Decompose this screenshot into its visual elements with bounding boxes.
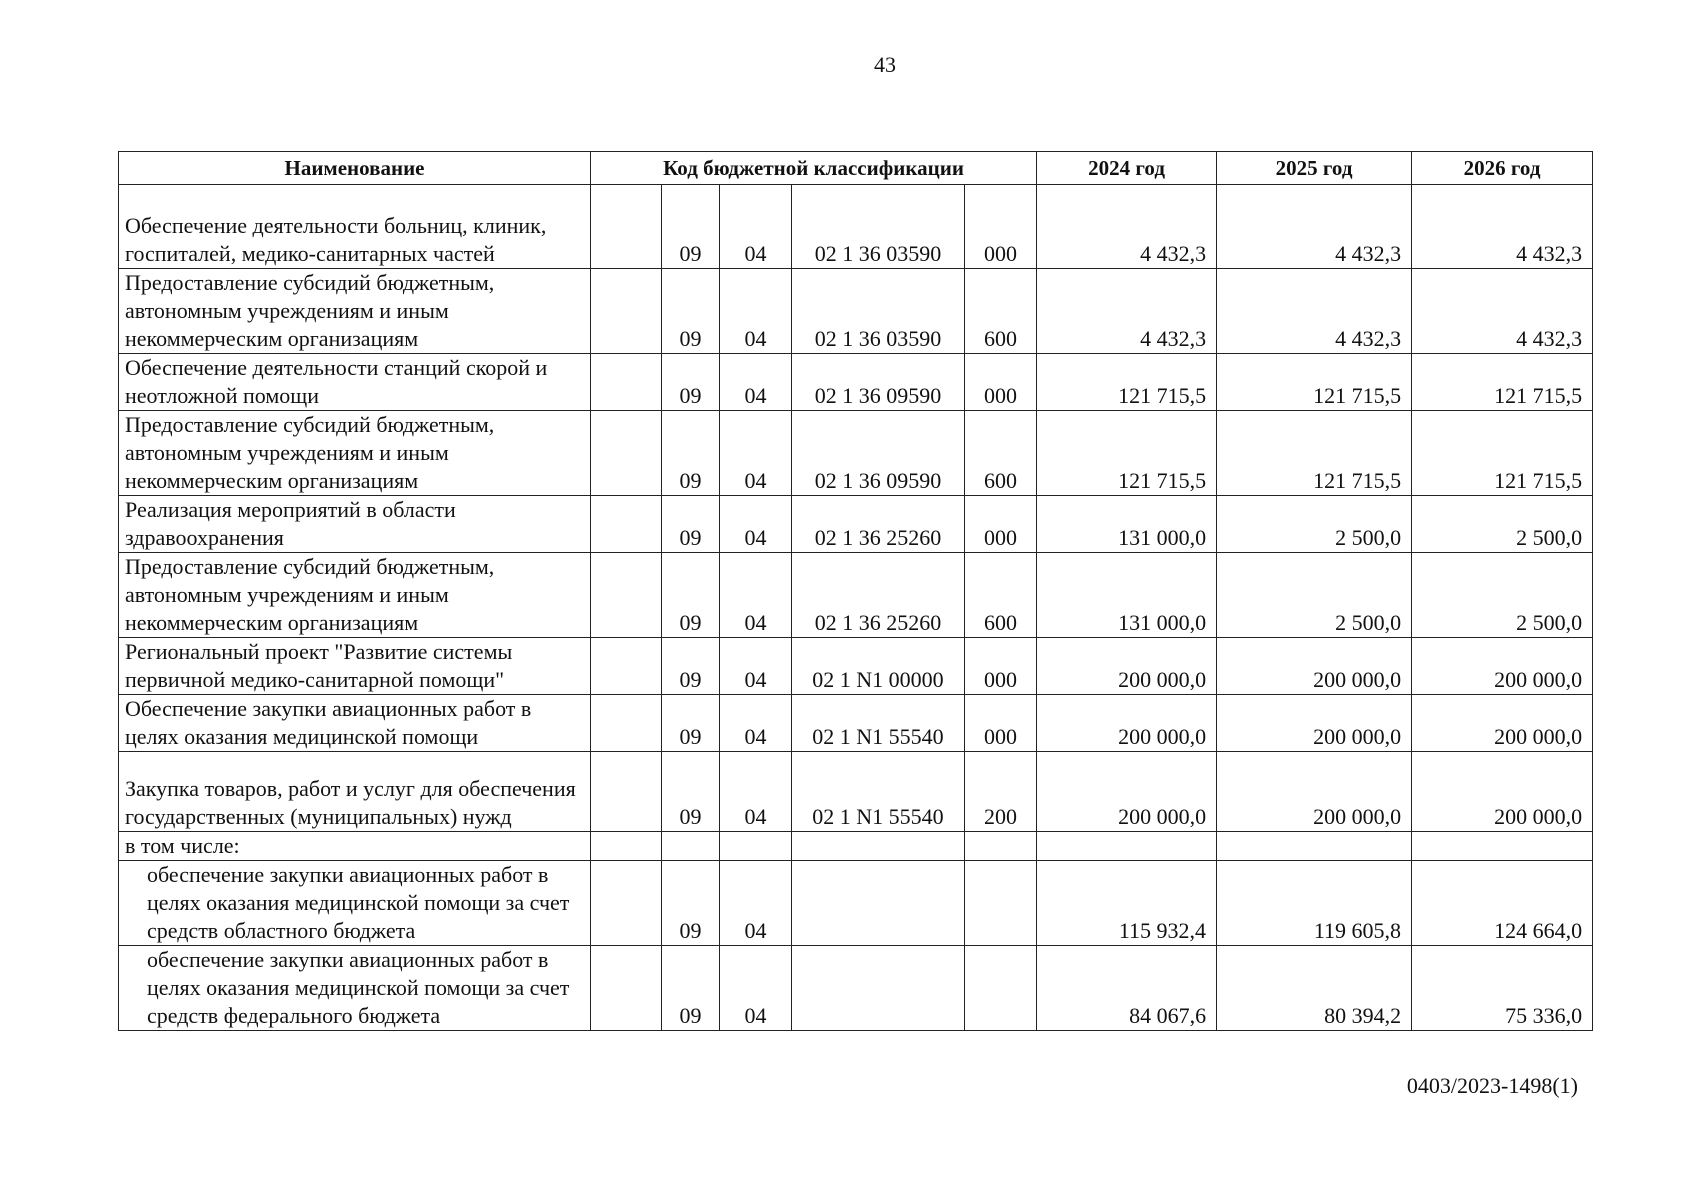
row-target-article: 02 1 36 25260 — [792, 496, 965, 553]
budget-table — [118, 151, 1593, 1031]
header-2024: 2024 год — [1037, 152, 1217, 185]
row-value-2024: 4 432,3 — [1037, 185, 1217, 269]
row-subsection: 04 — [720, 411, 792, 496]
row-target-article — [792, 946, 965, 1031]
row-name: в том числе: — [119, 832, 591, 861]
row-expense-type: 600 — [965, 269, 1037, 354]
table-row — [119, 496, 1593, 553]
row-code-blank — [591, 354, 662, 411]
row-value-2025: 2 500,0 — [1217, 496, 1412, 553]
row-value-2025: 80 394,2 — [1217, 946, 1412, 1031]
row-expense-type — [965, 946, 1037, 1031]
row-code-blank — [591, 496, 662, 553]
row-value-2025: 200 000,0 — [1217, 638, 1412, 695]
row-expense-type: 200 — [965, 752, 1037, 832]
row-name: Обеспечение закупки авиационных работ в целях оказания медицинской помощи — [119, 695, 591, 752]
row-subsection: 04 — [720, 269, 792, 354]
row-name: Предоставление субсидий бюджетным, автономным учреждениям и иным некоммерческим организациям — [119, 553, 591, 638]
row-name: Предоставление субсидий бюджетным, автономным учреждениям и иным некоммерческим организациям — [119, 411, 591, 496]
row-value-2026: 121 715,5 — [1412, 411, 1593, 496]
row-subsection: 04 — [720, 496, 792, 553]
document-code: 0403/2023-1498(1) — [1406, 1073, 1578, 1098]
row-value-2024: 121 715,5 — [1037, 411, 1217, 496]
row-subsection: 04 — [720, 185, 792, 269]
row-section: 09 — [662, 861, 720, 946]
row-subsection: 04 — [720, 638, 792, 695]
row-section: 09 — [662, 553, 720, 638]
row-subsection — [720, 832, 792, 861]
row-expense-type: 000 — [965, 496, 1037, 553]
row-section: 09 — [662, 269, 720, 354]
table-row — [119, 354, 1593, 411]
row-expense-type: 600 — [965, 411, 1037, 496]
row-code-blank — [591, 185, 662, 269]
row-name: обеспечение закупки авиационных работ в целях оказания медицинской помощи за счет средств областного бюджета — [119, 861, 591, 946]
row-value-2026: 2 500,0 — [1412, 496, 1593, 553]
row-value-2024 — [1037, 832, 1217, 861]
row-value-2024: 200 000,0 — [1037, 752, 1217, 832]
table-row — [119, 553, 1593, 638]
row-subsection: 04 — [720, 861, 792, 946]
row-expense-type: 000 — [965, 185, 1037, 269]
row-value-2025: 119 605,8 — [1217, 861, 1412, 946]
row-code-blank — [591, 752, 662, 832]
row-section: 09 — [662, 185, 720, 269]
row-value-2024: 4 432,3 — [1037, 269, 1217, 354]
row-code-blank — [591, 269, 662, 354]
row-expense-type — [965, 861, 1037, 946]
row-value-2026: 4 432,3 — [1412, 185, 1593, 269]
row-name: Закупка товаров, работ и услуг для обеспечения государственных (муниципальных) нужд — [119, 752, 591, 832]
row-value-2026 — [1412, 832, 1593, 861]
row-value-2026: 200 000,0 — [1412, 695, 1593, 752]
row-section: 09 — [662, 496, 720, 553]
row-value-2026: 200 000,0 — [1412, 752, 1593, 832]
row-target-article: 02 1 36 03590 — [792, 185, 965, 269]
header-code: Код бюджетной классификации — [591, 152, 1037, 185]
row-value-2024: 200 000,0 — [1037, 695, 1217, 752]
row-section: 09 — [662, 354, 720, 411]
row-target-article — [792, 832, 965, 861]
row-value-2025: 2 500,0 — [1217, 553, 1412, 638]
row-value-2025: 4 432,3 — [1217, 269, 1412, 354]
row-expense-type: 000 — [965, 354, 1037, 411]
row-code-blank — [591, 946, 662, 1031]
row-value-2025: 200 000,0 — [1217, 752, 1412, 832]
row-expense-type — [965, 832, 1037, 861]
header-2026: 2026 год — [1412, 152, 1593, 185]
row-target-article: 02 1 36 09590 — [792, 354, 965, 411]
table-row — [119, 411, 1593, 496]
table-body — [119, 185, 1593, 1031]
table-row — [119, 185, 1593, 269]
header-2025: 2025 год — [1217, 152, 1412, 185]
row-expense-type: 000 — [965, 695, 1037, 752]
row-section: 09 — [662, 638, 720, 695]
row-value-2024: 131 000,0 — [1037, 496, 1217, 553]
row-section: 09 — [662, 695, 720, 752]
header-name: Наименование — [119, 152, 591, 185]
row-section — [662, 832, 720, 861]
row-expense-type: 000 — [965, 638, 1037, 695]
table-row — [119, 752, 1593, 832]
row-name: Реализация мероприятий в области здравоохранения — [119, 496, 591, 553]
row-code-blank — [591, 695, 662, 752]
row-section: 09 — [662, 752, 720, 832]
row-value-2025: 121 715,5 — [1217, 411, 1412, 496]
row-subsection: 04 — [720, 752, 792, 832]
row-value-2025: 121 715,5 — [1217, 354, 1412, 411]
row-target-article — [792, 861, 965, 946]
row-target-article: 02 1 36 03590 — [792, 269, 965, 354]
row-target-article: 02 1 N1 00000 — [792, 638, 965, 695]
table-row — [119, 946, 1593, 1031]
row-subsection: 04 — [720, 354, 792, 411]
row-value-2024: 84 067,6 — [1037, 946, 1217, 1031]
row-code-blank — [591, 861, 662, 946]
row-name: обеспечение закупки авиационных работ в целях оказания медицинской помощи за счет средств федерального бюджета — [119, 946, 591, 1031]
row-value-2026: 121 715,5 — [1412, 354, 1593, 411]
header-row — [119, 152, 1593, 185]
row-value-2026: 2 500,0 — [1412, 553, 1593, 638]
row-value-2026: 200 000,0 — [1412, 638, 1593, 695]
row-code-blank — [591, 638, 662, 695]
table-row — [119, 269, 1593, 354]
row-expense-type: 600 — [965, 553, 1037, 638]
row-value-2026: 4 432,3 — [1412, 269, 1593, 354]
table-row — [119, 861, 1593, 946]
row-target-article: 02 1 N1 55540 — [792, 752, 965, 832]
table-row — [119, 638, 1593, 695]
row-target-article: 02 1 36 09590 — [792, 411, 965, 496]
row-subsection: 04 — [720, 695, 792, 752]
row-value-2024: 200 000,0 — [1037, 638, 1217, 695]
row-value-2024: 131 000,0 — [1037, 553, 1217, 638]
row-name: Региональный проект "Развитие системы первичной медико-санитарной помощи" — [119, 638, 591, 695]
row-section: 09 — [662, 411, 720, 496]
row-name: Обеспечение деятельности станций скорой и неотложной помощи — [119, 354, 591, 411]
row-value-2026: 75 336,0 — [1412, 946, 1593, 1031]
row-subsection: 04 — [720, 946, 792, 1031]
row-code-blank — [591, 832, 662, 861]
table-row — [119, 695, 1593, 752]
table-row — [119, 832, 1593, 861]
row-subsection: 04 — [720, 553, 792, 638]
row-value-2025 — [1217, 832, 1412, 861]
row-value-2025: 4 432,3 — [1217, 185, 1412, 269]
row-value-2025: 200 000,0 — [1217, 695, 1412, 752]
row-name: Обеспечение деятельности больниц, клиник, госпиталей, медико-санитарных частей — [119, 185, 591, 269]
row-code-blank — [591, 553, 662, 638]
row-value-2024: 115 932,4 — [1037, 861, 1217, 946]
row-target-article: 02 1 36 25260 — [792, 553, 965, 638]
row-section: 09 — [662, 946, 720, 1031]
page-number: 43 — [874, 52, 896, 77]
row-value-2026: 124 664,0 — [1412, 861, 1593, 946]
row-name: Предоставление субсидий бюджетным, автономным учреждениям и иным некоммерческим организациям — [119, 269, 591, 354]
row-target-article: 02 1 N1 55540 — [792, 695, 965, 752]
row-code-blank — [591, 411, 662, 496]
row-value-2024: 121 715,5 — [1037, 354, 1217, 411]
